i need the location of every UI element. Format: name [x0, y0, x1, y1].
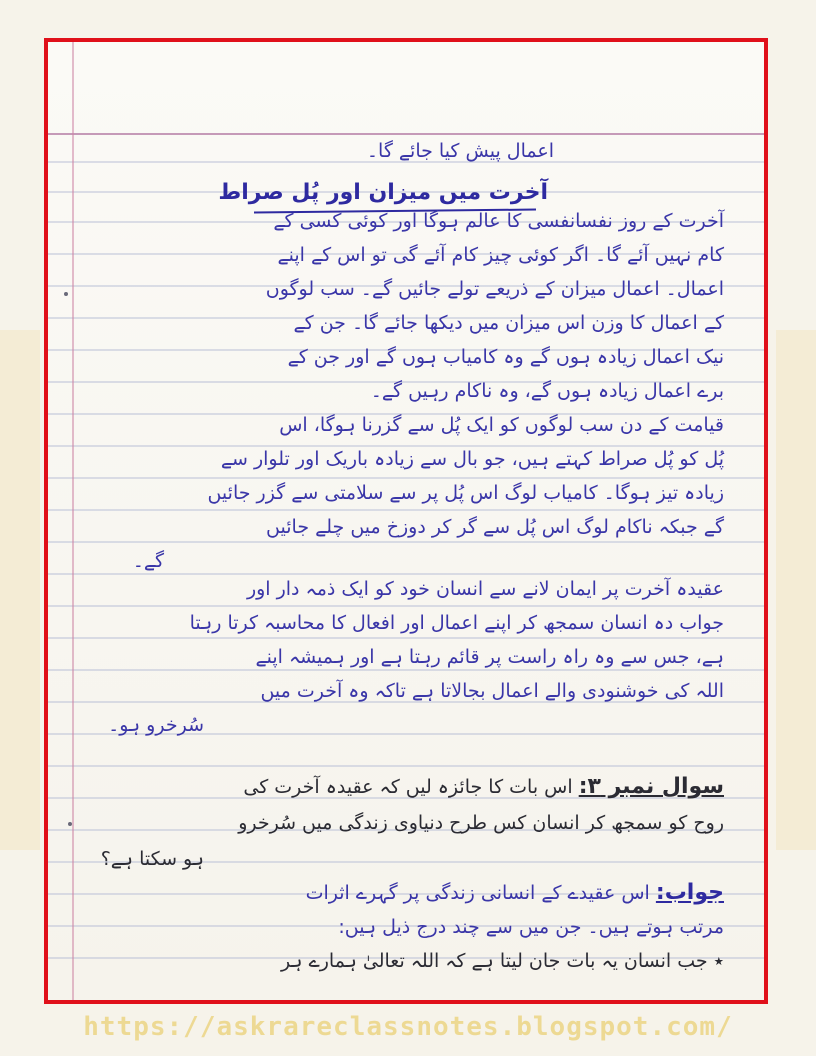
text-line: زیادہ تیز ہوگا۔ کامیاب لوگ اس پُل پر سے سلامتی سے گزر جائیں — [207, 482, 724, 504]
question-line — [243, 774, 724, 799]
text-line: اعمال پیش کیا جائے گا۔ — [366, 140, 554, 162]
answer-text: اس عقیدے کے انسانی زندگی پر گہرے اثرات — [305, 882, 650, 904]
text-line: آخرت کے روز نفسانفسی کا عالم ہوگا اور کوئی کسی کے — [273, 210, 724, 232]
text-line: ہے، جس سے وہ راہ راست پر قائم رہتا ہے اور ہمیشہ اپنے — [255, 646, 724, 668]
text-line: عقیدہ آخرت پر ایمان لانے سے انسان خود کو ایک ذمہ دار اور — [246, 578, 724, 600]
question-text: اس بات کا جائزہ لیں کہ عقیدہ آخرت کی — [243, 776, 573, 798]
answer-label: جواب: — [655, 880, 724, 905]
question-line: ہو سکتا ہے؟ — [100, 848, 204, 870]
text-line: نیک اعمال زیادہ ہوں گے وہ کامیاب ہوں گے اور جن کے — [287, 346, 724, 368]
text-line: گے۔ — [132, 550, 164, 572]
watermark-url: https://askrareclassnotes.blogspot.com/ — [83, 1012, 733, 1042]
answer-line — [306, 880, 724, 905]
question-label: سوال نمبر ۳: — [578, 774, 724, 799]
text-line: اللہ کی خوشنودی والے اعمال بجالاتا ہے تاکہ وہ آخرت میں — [260, 680, 724, 702]
text-line: کام نہیں آئے گا۔ اگر کوئی چیز کام آئے گی تو اس کے اپنے — [277, 244, 724, 266]
question-line: روح کو سمجھ کر انسان کس طرح دنیاوی زندگی میں سُرخرو — [238, 812, 724, 834]
margin-line — [72, 42, 74, 1000]
text-line: اعمال۔ اعمال میزان کے ذریعے تولے جائیں گے۔ سب لوگوں — [265, 278, 724, 300]
text-line: جواب دہ انسان سمجھ کر اپنے اعمال اور افعال کا محاسبہ کرتا رہتا — [189, 612, 724, 634]
text-line: سُرخرو ہو۔ — [108, 714, 204, 736]
section-heading: آخرت میں میزان اور پُل صراط — [218, 180, 548, 205]
punch-hole-dot — [68, 822, 72, 826]
text-line: کے اعمال کا وزن اس میزان میں دیکھا جائے گا۔ جن کے — [293, 312, 724, 334]
notebook-page-frame — [44, 38, 768, 1004]
answer-line: مرتب ہوتے ہیں۔ جن میں سے چند درج ذیل ہیں: — [338, 916, 724, 938]
punch-hole-dot — [64, 292, 68, 296]
text-line: برے اعمال زیادہ ہوں گے، وہ ناکام رہیں گے۔ — [370, 380, 724, 402]
text-line: پُل کو پُل صراط کہتے ہیں، جو بال سے زیادہ باریک اور تلوار سے — [220, 448, 724, 470]
answer-line: ٭ جب انسان یہ بات جان لیتا ہے کہ اللہ تعالیٰ ہمارے ہر — [280, 950, 724, 972]
text-line: گے جبکہ ناکام لوگ اس پُل سے گر کر دوزخ میں چلے جائیں — [266, 516, 724, 538]
text-line: قیامت کے دن سب لوگوں کو ایک پُل سے گزرنا ہوگا، اس — [279, 414, 724, 436]
